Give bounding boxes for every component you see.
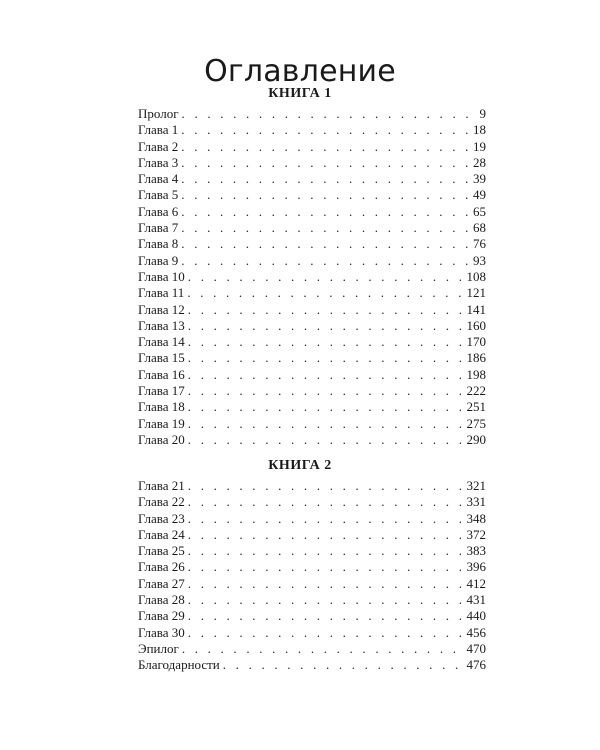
toc-entry-title: Глава 6 <box>138 203 179 219</box>
toc-entry-page-number: 93 <box>473 252 486 268</box>
dot-leader <box>188 511 464 527</box>
toc-entry[interactable] <box>138 155 486 171</box>
toc-entry-page-number: 198 <box>466 366 486 382</box>
toc-entry-title: Глава 14 <box>138 334 185 350</box>
toc-entry-page-number: 321 <box>466 478 486 493</box>
dot-leader <box>181 204 470 220</box>
toc-entry-page-number: 18 <box>473 122 486 138</box>
toc-entry-page-number: 396 <box>466 559 486 575</box>
dot-leader <box>188 399 464 415</box>
toc-entry-page-number: 9 <box>479 106 486 121</box>
book-1-heading: КНИГА 1 <box>268 86 332 101</box>
toc-entry-page-number: 28 <box>473 154 486 170</box>
dot-leader <box>188 592 464 608</box>
toc-entry-page-number: 65 <box>473 203 486 219</box>
toc-entry-page-number: 170 <box>466 334 486 350</box>
dot-leader <box>187 285 463 301</box>
toc-entry[interactable] <box>138 641 486 657</box>
toc-entry[interactable] <box>138 171 486 187</box>
dot-leader <box>188 543 464 559</box>
toc-entry-title: Глава 8 <box>138 236 179 252</box>
toc-entry[interactable] <box>138 122 486 138</box>
toc-entry-page-number: 383 <box>466 543 486 559</box>
toc-entry[interactable] <box>138 383 486 399</box>
dot-leader <box>188 334 464 350</box>
toc-entry-page-number: 456 <box>466 624 486 640</box>
toc-entry-title: Глава 13 <box>138 317 185 333</box>
toc-entry-title: Глава 29 <box>138 608 185 624</box>
toc-entry-page-number: 476 <box>466 657 486 673</box>
dot-leader <box>188 269 464 285</box>
toc-entry-title: Глава 28 <box>138 592 185 608</box>
dot-leader <box>188 559 464 575</box>
toc-entry-title: Глава 1 <box>138 122 179 138</box>
dot-leader <box>188 625 464 641</box>
toc-entry[interactable] <box>138 543 486 559</box>
toc-entry-title: Глава 16 <box>138 366 185 382</box>
toc-entry-title: Глава 4 <box>138 171 179 187</box>
toc-entry[interactable] <box>138 334 486 350</box>
toc-entry-title: Глава 20 <box>138 431 185 447</box>
book-2-heading: КНИГА 2 <box>268 458 332 473</box>
toc-entry[interactable] <box>138 592 486 608</box>
toc-entry-page-number: 108 <box>466 268 486 284</box>
toc-entry-title: Глава 25 <box>138 543 185 559</box>
toc-entry[interactable] <box>138 187 486 203</box>
toc-entry-page-number: 141 <box>466 301 486 317</box>
dot-leader <box>188 367 464 383</box>
toc-entry-title: Глава 15 <box>138 350 185 366</box>
toc-entry-title: Глава 7 <box>138 220 179 236</box>
toc-entry-page-number: 121 <box>466 285 486 301</box>
toc-entry-page-number: 431 <box>466 592 486 608</box>
toc-entry[interactable] <box>138 511 486 527</box>
dot-leader <box>188 608 464 624</box>
toc-entry-title: Глава 19 <box>138 415 185 431</box>
toc-entry-title: Глава 22 <box>138 494 185 510</box>
toc-entry-title: Глава 10 <box>138 268 185 284</box>
toc-entry[interactable] <box>138 220 486 236</box>
toc-entry-title: Пролог <box>138 106 179 121</box>
toc-entry-page-number: 348 <box>466 510 486 526</box>
toc-entry[interactable] <box>138 625 486 641</box>
toc-entry[interactable] <box>138 106 486 122</box>
toc-entry-title: Глава 9 <box>138 252 179 268</box>
toc-entry[interactable] <box>138 350 486 366</box>
dot-leader <box>181 187 470 203</box>
dot-leader <box>181 253 470 269</box>
toc-entry-page-number: 251 <box>466 399 486 415</box>
dot-leader <box>223 657 464 673</box>
toc-entry[interactable] <box>138 576 486 592</box>
toc-entry-title: Глава 27 <box>138 575 185 591</box>
page-title: Оглавление <box>204 54 396 90</box>
dot-leader <box>188 494 464 510</box>
toc-entry-page-number: 440 <box>466 608 486 624</box>
toc-entry-title: Глава 17 <box>138 383 185 399</box>
toc-entry[interactable] <box>138 253 486 269</box>
dot-leader <box>181 139 470 155</box>
dot-leader <box>181 122 470 138</box>
dot-leader <box>188 416 464 432</box>
toc-entry[interactable] <box>138 236 486 252</box>
dot-leader <box>181 155 470 171</box>
toc-entry-title: Глава 12 <box>138 301 185 317</box>
toc-entry[interactable] <box>138 285 486 301</box>
toc-entry[interactable] <box>138 416 486 432</box>
dot-leader <box>188 527 464 543</box>
toc-entry-page-number: 470 <box>466 640 486 656</box>
toc-entry-page-number: 68 <box>473 220 486 236</box>
toc-entry-title: Эпилог <box>138 640 179 656</box>
dot-leader <box>188 576 464 592</box>
toc-entry[interactable] <box>138 559 486 575</box>
toc-entry-page-number: 331 <box>466 494 486 510</box>
toc-entry-page-number: 412 <box>466 575 486 591</box>
toc-entry-page-number: 76 <box>473 236 486 252</box>
dot-leader <box>181 220 470 236</box>
toc-entry-page-number: 372 <box>466 526 486 542</box>
toc-entry[interactable] <box>138 608 486 624</box>
dot-leader <box>188 350 464 366</box>
toc-entry[interactable] <box>138 302 486 318</box>
toc-entry[interactable] <box>138 204 486 220</box>
toc-entry[interactable] <box>138 399 486 415</box>
toc-entry-title: Глава 5 <box>138 187 179 203</box>
toc-entry[interactable] <box>138 432 486 448</box>
dot-leader <box>188 478 464 494</box>
dot-leader <box>182 641 464 657</box>
toc-entry-title: Глава 3 <box>138 154 179 170</box>
toc-entry-page-number: 275 <box>466 415 486 431</box>
dot-leader <box>181 171 470 187</box>
book-2-toc-list <box>138 478 486 674</box>
toc-entry[interactable] <box>138 527 486 543</box>
toc-entry-title: Глава 11 <box>138 285 185 301</box>
toc-entry-page-number: 19 <box>473 138 486 154</box>
toc-entry-title: Глава 23 <box>138 510 185 526</box>
dot-leader <box>188 318 464 334</box>
toc-entry-title: Глава 21 <box>138 478 185 493</box>
dot-leader <box>181 236 470 252</box>
toc-entry[interactable] <box>138 139 486 155</box>
dot-leader <box>188 302 464 318</box>
toc-entry[interactable] <box>138 494 486 510</box>
dot-leader <box>182 106 477 122</box>
toc-entry-page-number: 39 <box>473 171 486 187</box>
toc-entry-page-number: 290 <box>466 431 486 447</box>
toc-entry-title: Глава 2 <box>138 138 179 154</box>
toc-entry-page-number: 222 <box>466 383 486 399</box>
toc-entry-title: Благодарности <box>138 657 220 673</box>
toc-entry-title: Глава 18 <box>138 399 185 415</box>
toc-entry[interactable] <box>138 478 486 494</box>
toc-entry-page-number: 186 <box>466 350 486 366</box>
toc-entry[interactable] <box>138 657 486 673</box>
dot-leader <box>188 432 464 448</box>
book-1-toc-list <box>138 106 486 448</box>
toc-entry-title: Глава 30 <box>138 624 185 640</box>
toc-entry[interactable] <box>138 367 486 383</box>
toc-entry-page-number: 160 <box>466 317 486 333</box>
toc-entry[interactable] <box>138 318 486 334</box>
toc-entry[interactable] <box>138 269 486 285</box>
dot-leader <box>188 383 464 399</box>
toc-entry-page-number: 49 <box>473 187 486 203</box>
toc-entry-title: Глава 24 <box>138 526 185 542</box>
toc-entry-title: Глава 26 <box>138 559 185 575</box>
